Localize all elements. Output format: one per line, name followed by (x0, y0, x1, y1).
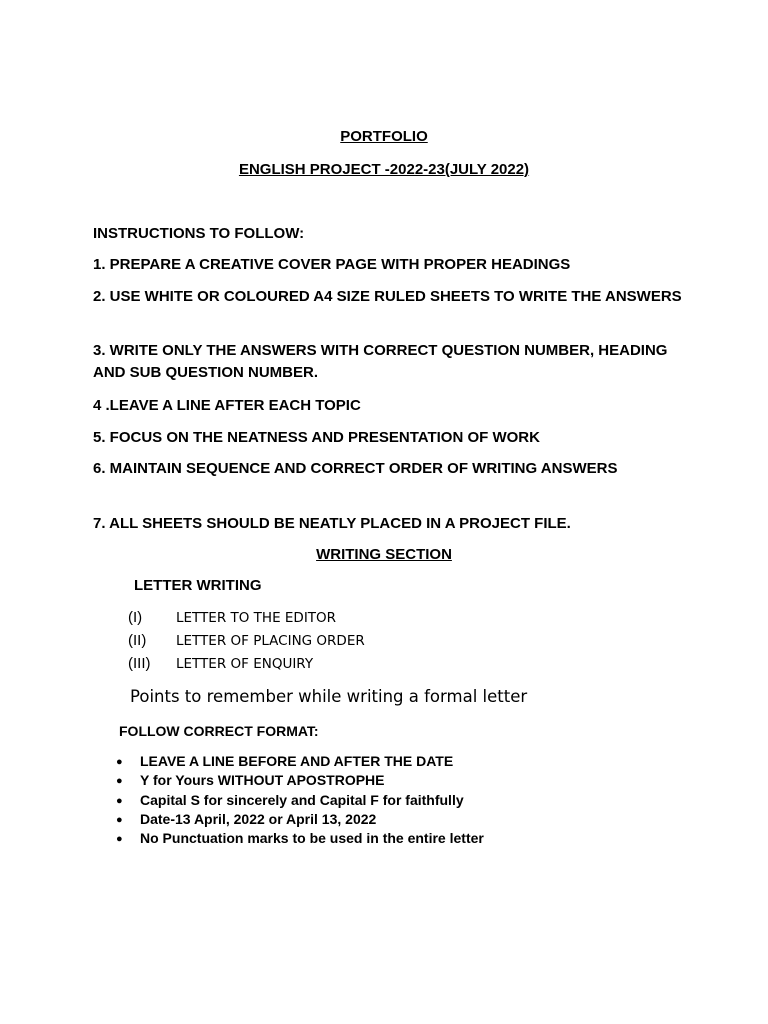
list-item (128, 609, 336, 626)
instruction-item: 3. WRITE ONLY THE ANSWERS WITH CORRECT QUESTION NUMBER, HEADING AND SUB QUESTION NUMBER. (93, 342, 668, 381)
instruction-item: 1. PREPARE A CREATIVE COVER PAGE WITH PROPER HEADINGS (93, 256, 571, 273)
list-item (128, 632, 365, 649)
bullet-icon: ● (116, 795, 123, 807)
bullet-icon: ● (116, 756, 123, 768)
list-item-number: (III) (128, 655, 151, 672)
instructions-heading: INSTRUCTIONS TO FOLLOW: (93, 225, 305, 242)
bullet-icon: ● (116, 833, 123, 845)
list-item-label: Date-13 April, 2022 or April 13, 2022 (140, 811, 377, 827)
list-item (116, 792, 464, 808)
points-heading: Points to remember while writing a formal letter (130, 687, 528, 706)
list-item-label: LETTER OF ENQUIRY (176, 656, 314, 672)
list-item (116, 811, 376, 827)
instruction-item: 2. USE WHITE OR COLOURED A4 SIZE RULED SHEETS TO WRITE THE ANSWERS (93, 288, 682, 305)
list-item-label: LEAVE A LINE BEFORE AND AFTER THE DATE (140, 753, 454, 769)
format-heading: FOLLOW CORRECT FORMAT: (119, 723, 319, 739)
bullet-icon: ● (116, 775, 123, 787)
bullet-icon: ● (116, 814, 123, 826)
list-item-label: Y for Yours WITHOUT APOSTROPHE (140, 772, 385, 788)
list-item-label: Capital S for sincerely and Capital F for faithfully (140, 792, 464, 808)
list-item (116, 830, 484, 846)
list-item-label: No Punctuation marks to be used in the entire letter (140, 830, 484, 846)
list-item-label: LETTER TO THE EDITOR (176, 610, 337, 626)
writing-section-title: WRITING SECTION (316, 546, 452, 563)
instruction-item: 5. FOCUS ON THE NEATNESS AND PRESENTATION OF WORK (93, 429, 540, 446)
letter-writing-heading: LETTER WRITING (134, 577, 262, 594)
instruction-item: 4 .LEAVE A LINE AFTER EACH TOPIC (93, 397, 361, 414)
instruction-item: 7. ALL SHEETS SHOULD BE NEATLY PLACED IN A PROJECT FILE. (93, 515, 571, 532)
list-item-number: (I) (128, 609, 143, 626)
instruction-item: 6. MAINTAIN SEQUENCE AND CORRECT ORDER OF WRITING ANSWERS (93, 460, 618, 477)
list-item (128, 655, 313, 672)
list-item-number: (II) (128, 632, 147, 649)
page-title: PORTFOLIO (340, 128, 428, 145)
list-item (116, 753, 453, 769)
list-item (116, 772, 385, 788)
page-subtitle: ENGLISH PROJECT -2022-23(JULY 2022) (238, 161, 530, 178)
list-item-label: LETTER OF PLACING ORDER (176, 633, 365, 649)
